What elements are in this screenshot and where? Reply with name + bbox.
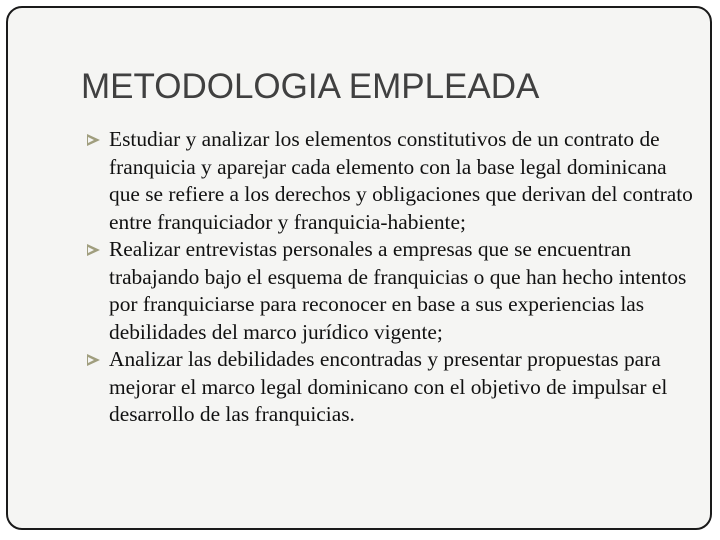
bullet-item xyxy=(87,346,697,429)
bullet-text: Realizar entrevistas personales a empresas que se encuentran trabajando bajo el esquema de franquicias o que han hecho intentos por franquiciarse para reconocer en base a sus experiencias las debilidades del marco jurídico vigente; xyxy=(109,237,687,344)
chevron-arrow-icon xyxy=(87,354,100,366)
chevron-arrow-icon xyxy=(87,134,100,146)
slide-title: METODOLOGIA EMPLEADA xyxy=(81,67,540,106)
bullet-item xyxy=(87,236,697,346)
bullet-text: Estudiar y analizar los elementos constitutivos de un contrato de franquicia y aparejar cada elemento con la base legal dominicana que se refiere a los derechos y obligaciones que derivan del contrato entre franquiciador y franquicia-habiente; xyxy=(109,127,693,234)
bullet-text: Analizar las debilidades encontradas y presentar propuestas para mejorar el marco legal dominicano con el objetivo de impulsar el desarrollo de las franquicias. xyxy=(109,347,668,426)
bullet-item xyxy=(87,126,697,236)
bullet-list xyxy=(87,126,697,429)
chevron-arrow-icon xyxy=(87,244,100,256)
slide xyxy=(6,6,712,530)
